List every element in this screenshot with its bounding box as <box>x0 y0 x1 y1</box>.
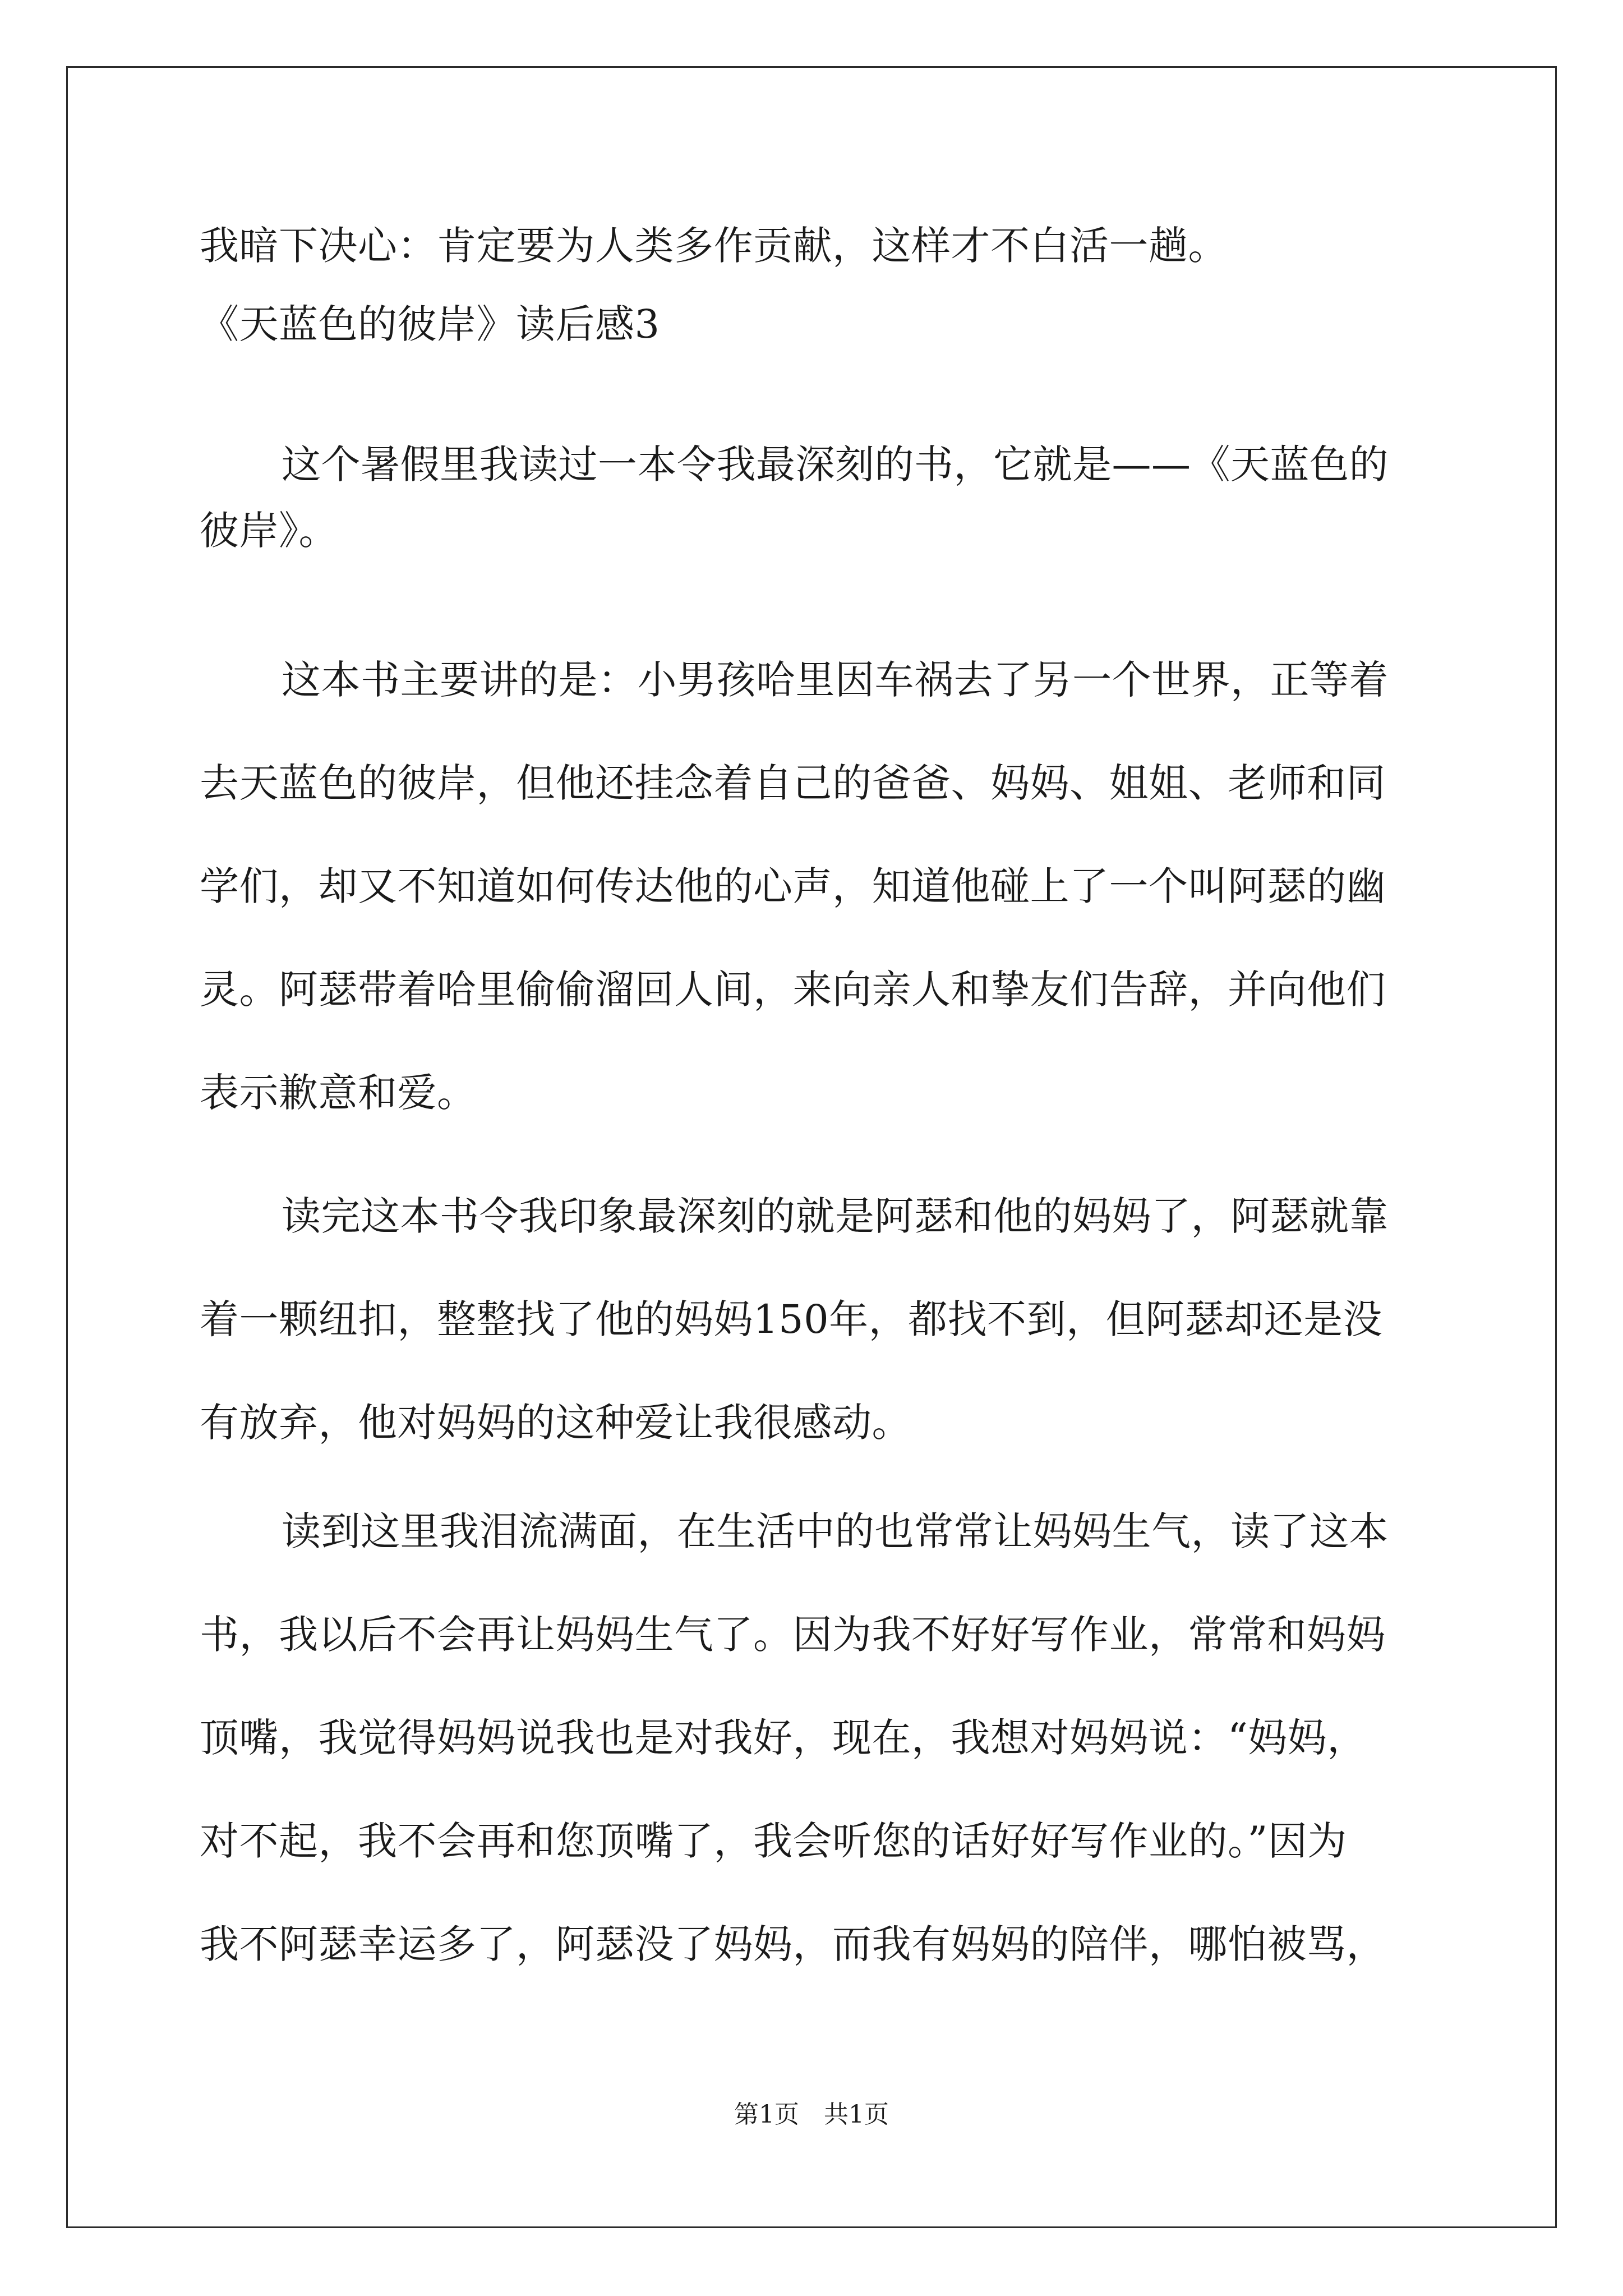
text-line: 学们，却又不知道如何传达他的心声，知道他碰上了一个叫阿瑟的幽 <box>200 863 1386 909</box>
text-line: 我暗下决心：肯定要为人类多作贡献，这样才不白活一趟。 <box>200 223 1228 269</box>
text-line: 顶嘴，我觉得妈妈说我也是对我好，现在，我想对妈妈说：“妈妈， <box>200 1715 1367 1761</box>
text-line: 表示歉意和爱。 <box>200 1070 477 1116</box>
page-footer: 第1页 共1页 <box>734 2100 889 2129</box>
text-line: 着一颗纽扣，整整找了他的妈妈150年，都找不到，但阿瑟却还是没 <box>200 1296 1383 1342</box>
text-line: 去天蓝色的彼岸，但他还挂念着自己的爸爸、妈妈、姐姐、老师和同 <box>200 760 1386 806</box>
text-line: 读完这本书令我印象最深刻的就是阿瑟和他的妈妈了，阿瑟就靠 <box>282 1193 1389 1239</box>
text-line: 灵。阿瑟带着哈里偷偷溜回人间，来向亲人和挚友们告辞，并向他们 <box>200 967 1386 1013</box>
page-border <box>66 66 1557 2228</box>
text-line: 彼岸》。 <box>200 508 338 554</box>
text-line: 这本书主要讲的是：小男孩哈里因车祸去了另一个世界，正等着 <box>282 657 1389 703</box>
section-heading: 《天蓝色的彼岸》读后感3 <box>200 301 660 347</box>
text-line: 书，我以后不会再让妈妈生气了。因为我不好好写作业，常常和妈妈 <box>200 1612 1386 1658</box>
text-line: 对不起，我不会再和您顶嘴了，我会听您的话好好写作业的。”因为 <box>200 1818 1347 1864</box>
text-line: 有放弃，他对妈妈的这种爱让我很感动。 <box>200 1400 911 1446</box>
text-line: 这个暑假里我读过一本令我最深刻的书，它就是——《天蓝色的 <box>282 441 1389 487</box>
text-line: 我不阿瑟幸运多了，阿瑟没了妈妈，而我有妈妈的陪伴，哪怕被骂， <box>200 1921 1386 1967</box>
text-line: 读到这里我泪流满面，在生活中的也常常让妈妈生气，读了这本 <box>282 1508 1389 1554</box>
